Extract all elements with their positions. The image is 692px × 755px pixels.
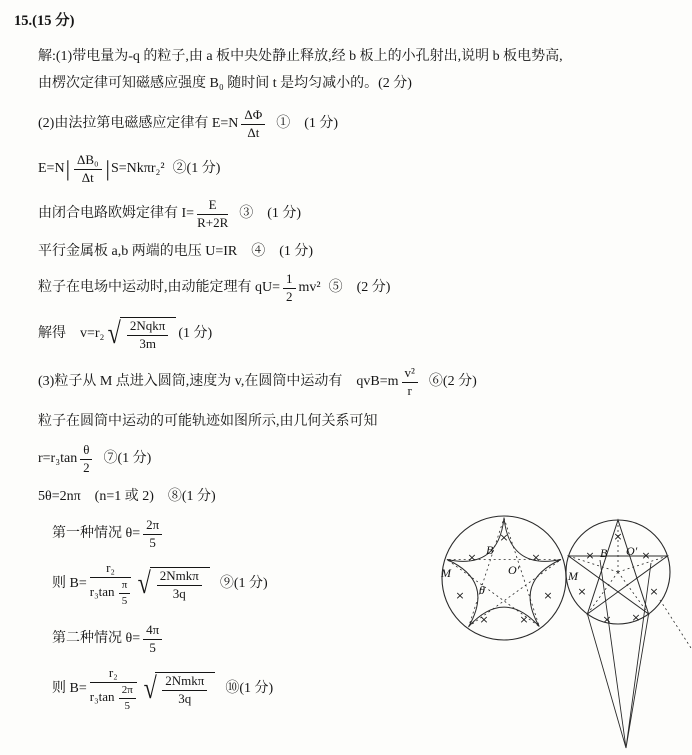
eq7-fraction xyxy=(402,366,418,399)
eq8-post: ⑦(1 分) xyxy=(103,451,152,467)
eq10-pre: 则 B= xyxy=(52,575,87,591)
left-label-theta: θ xyxy=(479,583,485,597)
eq5-denominator: 2 xyxy=(286,288,293,304)
eq5-pre: 粒子在电场中运动时,由动能定理有 qU= xyxy=(38,279,281,295)
left-label-O-prime: O′ xyxy=(508,563,520,577)
extended-trajectory-lines xyxy=(587,560,651,748)
case1-fraction xyxy=(143,518,162,551)
eq1-post: ① (1 分) xyxy=(276,116,339,132)
right-label-M: M xyxy=(568,569,578,583)
eq10-post: ⑨(1 分) xyxy=(219,575,268,591)
eq1-numerator: ΔΦ xyxy=(241,108,265,125)
field-cross-icon: × xyxy=(585,549,595,562)
eq11-big-denominator xyxy=(90,683,137,712)
eq11-sub-denominator: 5 xyxy=(124,699,131,712)
eq11-big-numerator: r₂ xyxy=(90,666,137,683)
eq7-post: ⑥(2 分) xyxy=(428,373,477,389)
eq11-sqrt-numerator: 2Nmkπ xyxy=(162,674,207,691)
field-cross-icon: × xyxy=(455,589,465,602)
eq6-denominator: 3m xyxy=(139,335,156,351)
field-cross-icon: × xyxy=(641,549,651,562)
case2-numerator: 4π xyxy=(143,623,162,640)
left-label-M: M xyxy=(441,566,451,580)
extended-dotted-line xyxy=(660,600,691,648)
eq6-numerator: 2Nqkπ xyxy=(127,319,168,336)
case1-denominator: 5 xyxy=(149,535,156,551)
line-eq6 xyxy=(38,317,692,352)
line-eq7 xyxy=(38,366,692,399)
radical-icon: √ xyxy=(143,672,157,706)
case2-denominator: 5 xyxy=(149,640,156,656)
eq6-post: (1 分) xyxy=(178,325,213,341)
eq2-mid: S=Nkπr₂² xyxy=(110,161,165,177)
line-eq9: 5θ=2nπ (n=1 或 2) ⑧(1 分) xyxy=(38,489,216,505)
eq3-fraction xyxy=(197,198,228,231)
abs-bar-left: | xyxy=(65,155,70,181)
field-cross-icon: × xyxy=(479,613,489,626)
eq10-sub-numerator: π xyxy=(119,579,131,594)
eq7-denominator: r xyxy=(407,382,412,398)
eq10-sqrt-denominator: 3q xyxy=(172,585,186,601)
right-circle-diagram xyxy=(566,520,691,748)
line-p1b: 由楞次定律可知磁感应强度 B₀ 随时间 t 是均匀减小的。(2 分) xyxy=(38,76,412,92)
eq3-pre: 由闭合电路欧姆定律有 I= xyxy=(38,206,195,222)
eq11-post: ⑩(1 分) xyxy=(225,680,274,696)
field-cross-icon: × xyxy=(577,585,587,598)
eq8-numerator: θ xyxy=(80,443,92,460)
abs-bar-right: | xyxy=(105,155,110,181)
field-cross-icon: × xyxy=(602,613,612,626)
eq5-mid: mv² xyxy=(298,279,321,295)
case1-pre: 第一种情况 θ= xyxy=(52,526,141,542)
eq3-denominator: R+2R xyxy=(197,215,229,231)
eq5-post: ⑤ (2 分) xyxy=(328,279,391,295)
eq8-fraction xyxy=(80,443,92,476)
radical-icon: √ xyxy=(108,317,122,351)
eq1-fraction xyxy=(241,108,265,141)
eq10-den-subfraction xyxy=(119,579,131,607)
line-eq1 xyxy=(38,108,692,141)
problem-number: 15.(15 分) xyxy=(14,13,75,29)
field-cross-icon: × xyxy=(519,613,529,626)
eq11-sqrt-denominator: 3q xyxy=(178,690,192,706)
eq2-post: ②(1 分) xyxy=(172,161,221,177)
left-circle-diagram xyxy=(440,516,566,640)
eq11-pre: 则 B= xyxy=(52,680,87,696)
case2-fraction xyxy=(143,623,162,656)
line-eq4: 平行金属板 a,b 两端的电压 U=IR ④ (1 分) xyxy=(38,243,314,259)
eq1-pre: (2)由法拉第电磁感应定律有 E=N xyxy=(38,116,239,132)
eq10-big-numerator: r₂ xyxy=(90,561,132,578)
eq2-numerator: ΔB₀ xyxy=(74,153,102,170)
case2-pre: 第二种情况 θ= xyxy=(52,631,141,647)
eq10-radical xyxy=(136,567,210,602)
field-cross-icon: × xyxy=(613,530,623,543)
field-cross-icon: × xyxy=(631,611,641,624)
field-cross-icon: × xyxy=(499,531,509,544)
eq2-fraction xyxy=(74,153,102,186)
eq11-sub-numerator: 2π xyxy=(119,684,136,699)
eq10-sub-denominator: 5 xyxy=(121,594,128,607)
line-p1a: 解:(1)带电量为-q 的粒子,由 a 板中央处静止释放,经 b 板上的小孔射出,说明 b 板电势高, xyxy=(38,48,563,64)
eq11-big-fraction xyxy=(90,666,137,712)
eq11-radical xyxy=(142,672,216,707)
eq11-sqrt-fraction xyxy=(162,674,207,707)
eq8-pre: r=r₃tan xyxy=(38,451,78,467)
case1-numerator: 2π xyxy=(143,518,162,535)
line-eq5 xyxy=(38,272,692,305)
eq1-denominator: Δt xyxy=(247,125,260,141)
eq8-denominator: 2 xyxy=(83,460,90,476)
line-eq2 xyxy=(38,153,692,186)
right-label-O-prime: O′ xyxy=(626,544,638,558)
line-eq3 xyxy=(38,198,692,231)
eq7-pre: (3)粒子从 M 点进入圆筒,速度为 v,在圆筒中运动有 qvB=m xyxy=(38,373,399,389)
field-cross-icon: × xyxy=(531,551,541,564)
line-eq8 xyxy=(38,443,692,476)
eq5-fraction xyxy=(283,272,296,305)
left-label-B: B xyxy=(486,543,494,557)
eq6-fraction xyxy=(127,319,168,352)
field-cross-icon: × xyxy=(543,589,553,602)
eq6-radical xyxy=(106,317,176,352)
line-p2: 粒子在圆筒中运动的可能轨迹如图所示,由几何关系可知 xyxy=(38,414,378,430)
eq6-pre: 解得 v=r₂ xyxy=(38,325,105,341)
radical-icon: √ xyxy=(137,567,152,601)
eq2-denominator: Δt xyxy=(81,170,94,186)
field-cross-icon: × xyxy=(467,551,477,564)
field-cross-icon: × xyxy=(649,585,659,598)
eq10-sqrt-fraction xyxy=(157,569,202,602)
eq10-sqrt-numerator: 2Nmkπ xyxy=(157,569,202,586)
eq10-big-denominator xyxy=(90,578,132,607)
eq11-den-subfraction xyxy=(119,684,136,712)
eq5-numerator: 1 xyxy=(283,272,296,289)
eq10-den-text: r₃tan xyxy=(89,584,115,600)
eq11-den-text: r₃tan xyxy=(89,689,115,705)
right-label-B: B xyxy=(600,546,608,560)
eq10-big-fraction xyxy=(90,561,132,607)
trajectory-diagrams xyxy=(430,505,692,755)
eq3-post: ③ (1 分) xyxy=(239,206,302,222)
eq3-numerator: E xyxy=(197,198,228,215)
eq2-pre: E=N xyxy=(38,161,65,177)
eq7-numerator: v² xyxy=(402,366,418,383)
